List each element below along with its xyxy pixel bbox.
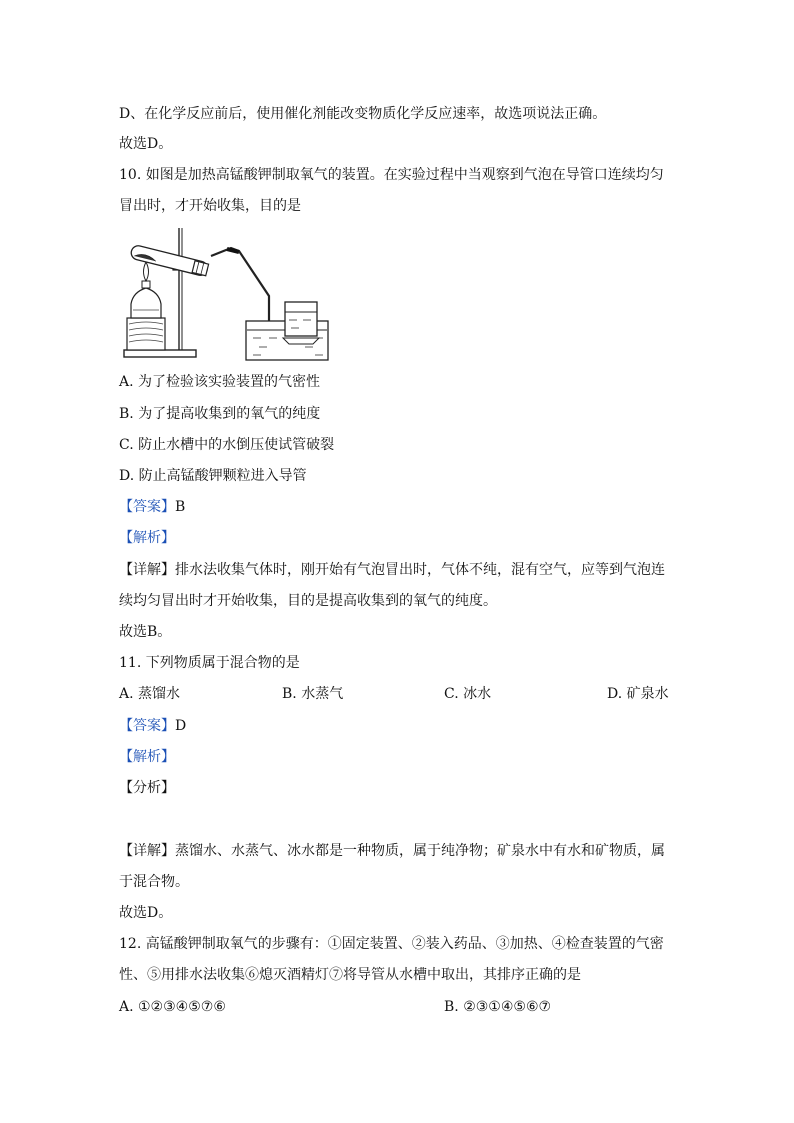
detail-text: 蒸馏水、水蒸气、冰水都是一种物质，属于纯净物；矿泉水中有水和矿物质，属 [175,843,665,859]
q10-stem-line1: 10. 如图是加热高锰酸钾制取氧气的装置。在实验过程中当观察到气泡在导管口连续均匀 [119,167,664,183]
apparatus-drawing [119,226,334,366]
q12-option-b: B. ②③①④⑤⑥⑦ [444,999,552,1015]
q11-option-c: C. 冰水 [444,686,492,702]
q12-option-a: A. ①②③④⑤⑦⑥ [119,999,226,1015]
detail-tag: 【详解】 [119,562,175,578]
flame [144,262,149,281]
q10-option-a: A. 为了检验该实验装置的气密性 [119,374,321,390]
q11-stem: 11. 下列物质属于混合物的是 [119,655,300,671]
q11-detail-line1 [119,841,665,861]
q10-option-c: C. 防止水槽中的水倒压使试管破裂 [119,437,335,453]
q10-analysis-tag: 【解析】 [119,530,175,546]
q11-fenxi-tag: 【分析】 [119,780,175,796]
answer-tag: 【答案】 [119,499,175,515]
answer-tag: 【答案】 [119,718,175,734]
q11-detail-line2: 于混合物。 [119,874,189,890]
alcohol-lamp [131,288,161,318]
q11-option-a: A. 蒸馏水 [119,686,181,702]
oxygen-apparatus-figure [119,226,334,366]
q11-analysis-tag: 【解析】 [119,749,175,765]
answer-value: B [175,499,186,515]
q12-stem-line2: 性、⑤用排水法收集⑥熄灭酒精灯⑦将导管从水槽中取出，其排序正确的是 [119,967,581,983]
detail-text: 排水法收集气体时，刚开始有气泡冒出时，气体不纯，混有空气，应等到气泡连 [175,562,665,578]
q11-option-b: B. 水蒸气 [282,686,344,702]
q10-stem-line2: 冒出时，才开始收集，目的是 [119,198,301,214]
q11-answer [119,716,186,736]
q10-detail-line1 [119,560,665,580]
q9-option-d-explanation: D、在化学反应前后，使用催化剂能改变物质化学反应速率，故选项说法正确。 [119,106,607,122]
q12-stem-line1: 12. 高锰酸钾制取氧气的步骤有：①固定装置、②装入药品、③加热、④检查装置的气密 [119,936,664,952]
stand-base [124,350,196,357]
q10-option-d: D. 防止高锰酸钾颗粒进入导管 [119,468,307,484]
q9-conclusion: 故选D。 [119,136,173,152]
q10-option-b: B. 为了提高收集到的氧气的纯度 [119,406,321,422]
q10-answer [119,497,185,517]
q11-option-d: D. 矿泉水 [607,686,669,702]
answer-value: D [175,718,187,734]
q10-conclusion: 故选B。 [119,624,172,640]
test-tube [130,244,209,276]
q10-detail-line2: 续均匀冒出时才开始收集，目的是提高收集到的氧气的纯度。 [119,593,497,609]
detail-tag: 【详解】 [119,843,175,859]
gas-jar [285,302,317,336]
q11-conclusion: 故选D。 [119,905,173,921]
